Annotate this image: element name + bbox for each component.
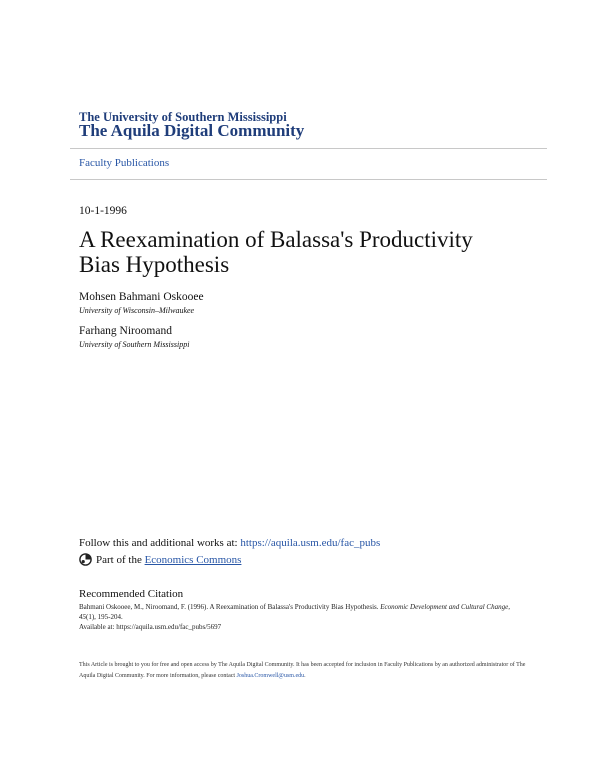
citation-journal: Economic Development and Cultural Change, 45 — [79, 603, 510, 621]
footer-end: . — [304, 673, 306, 679]
citation-issue: (1), 195-204. — [86, 613, 123, 621]
contact-email-link[interactable]: Joshua.Cromwell@usm.edu — [236, 673, 305, 679]
follow-url-link[interactable]: https://aquila.usm.edu/fac_pubs — [240, 537, 381, 549]
follow-prefix: Follow this and additional works at: — [79, 537, 241, 549]
publication-date: 10-1-1996 — [79, 205, 127, 217]
author-affiliation: University of Southern Mississippi — [79, 340, 190, 349]
citation-main: Bahmani Oskooee, M., Niroomand, F. (1996). A Reexamination of Balassa's Productivity Bias Hypothesis. — [79, 603, 381, 611]
citation-available: Available at: https://aquila.usm.edu/fac_pubs/5697 — [79, 623, 222, 631]
divider — [70, 179, 547, 180]
follow-line — [79, 537, 380, 549]
collection-link[interactable]: Faculty Publications — [79, 157, 170, 169]
divider — [70, 148, 547, 149]
author-name: Farhang Niroomand — [79, 325, 172, 337]
author-affiliation: University of Wisconsin–Milwaukee — [79, 306, 195, 315]
university-name[interactable]: The University of Southern Mississippi — [79, 110, 287, 124]
part-of-line — [79, 553, 241, 566]
citation-text — [79, 602, 524, 632]
network-commons-icon — [79, 553, 92, 566]
author-name: Mohsen Bahmani Oskooee — [79, 291, 204, 303]
footer-note — [79, 660, 529, 682]
article-title: A Reexamination of Balassa's Productivity Bias Hypothesis — [79, 227, 473, 277]
recommended-citation-heading: Recommended Citation — [79, 588, 184, 600]
part-of-prefix: Part of the — [96, 553, 142, 566]
economics-commons-link[interactable]: Economics Commons — [144, 553, 242, 566]
repository-name[interactable]: The Aquila Digital Community — [79, 121, 305, 140]
footer-text: This Article is brought to you for free and open access by The Aquila Digital Community. It has been accepted for inclusion in Faculty Publications by an authorized administrator of The Aquila Digital Community. For more information, please contact — [79, 662, 526, 679]
